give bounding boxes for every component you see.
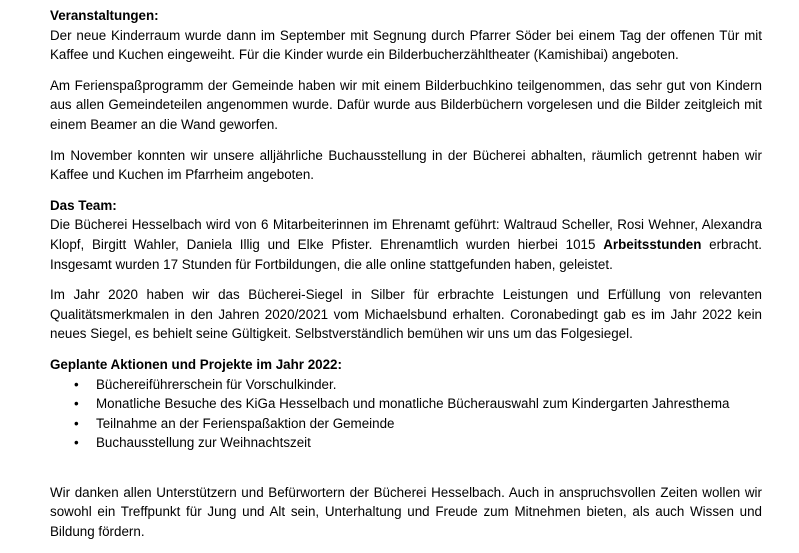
bullet-icon: • <box>74 396 79 412</box>
list-item-text: Teilnahme an der Ferienspaßaktion der Gemeinde <box>96 415 395 431</box>
section-heading-team: Das Team: <box>50 197 117 213</box>
section-heading-plans: Geplante Aktionen und Projekte im Jahr 2022: <box>50 356 342 372</box>
team-text-after: erbracht. Insgesamt wurden 17 Stunden für Fortbildungen, die alle online stattgefunden haben, geleistet. <box>50 236 762 272</box>
team-text-before: Die Bücherei Hesselbach wird von 6 Mitarbeiterinnen im Ehrenamt geführt: Waltraud Scheller, Rosi Wehner, Alexandra Klopf, Birgitt Wahler, Daniela Illig und Elke Pfister. Ehrenamtlich wurden hierbei 1015 <box>50 217 762 252</box>
paragraph-kinderraum: Der neue Kinderraum wurde dann im September mit Segnung durch Pfarrer Söder bei einem Tag der offenen Tür mit Kaffee und Kuchen eingeweiht. Für die Kinder wurde ein Bilderbucherzähltheater (Kamishibai) angeboten. <box>50 27 762 63</box>
team-text-bold: Arbeitsstunden <box>603 236 702 252</box>
plans-list <box>50 375 762 453</box>
bullet-icon: • <box>74 415 79 431</box>
bullet-icon: • <box>74 435 79 451</box>
list-item <box>50 394 762 414</box>
list-item-text: Büchereiführerschein für Vorschulkinder. <box>96 376 337 392</box>
paragraph-team-members <box>50 215 762 274</box>
paragraph-closing: Wir danken allen Unterstützern und Befürwortern der Bücherei Hesselbach. Auch in anspruchsvollen Zeiten wollen wir sowohl ein Treffpunkt für Jung und Alt sein, Unterhaltung und Freude zum Mitnehmen bieten, als auch Wissen und Bildung fördern. <box>50 484 762 540</box>
list-item <box>50 414 762 434</box>
bullet-icon: • <box>74 376 79 392</box>
paragraph-siegel: Im Jahr 2020 haben wir das Bücherei-Siegel in Silber für erbrachte Leistungen und Erfüllung von relevanten Qualitätsmerkmalen in den Jahren 2020/2021 vom Michaelsbund erhalten. Coronabedingt gab es im Jahr 2022 kein neues Siegel, es behielt seine Gültigkeit. Selbstverständlich bemühen wir uns um das Folgesiegel. <box>50 287 762 342</box>
paragraph-ferienspass: Am Ferienspaßprogramm der Gemeinde haben wir mit einem Bilderbuchkino teilgenommen, das sehr gut von Kindern aus allen Gemeindeteilen angenommen wurde. Dafür wurde aus Bilderbüchern vorgelesen und die Bilder zeitgleich mit einem Beamer an die Wand geworfen. <box>50 77 762 132</box>
list-item-text: Monatliche Besuche des KiGa Hesselbach und monatliche Bücherauswahl zum Kindergarten Jahresthema <box>96 396 730 412</box>
paragraph-buchausstellung: Im November konnten wir unsere alljährliche Buchausstellung in der Bücherei abhalten, räumlich getrennt haben wir Kaffee und Kuchen im Pfarrheim angeboten. <box>50 147 762 183</box>
document-page <box>50 6 762 542</box>
list-item <box>50 433 762 453</box>
list-item-text: Buchausstellung zur Weihnachtszeit <box>96 435 311 451</box>
list-item <box>50 375 762 395</box>
section-heading-veranstaltungen: Veranstaltungen: <box>50 8 159 23</box>
